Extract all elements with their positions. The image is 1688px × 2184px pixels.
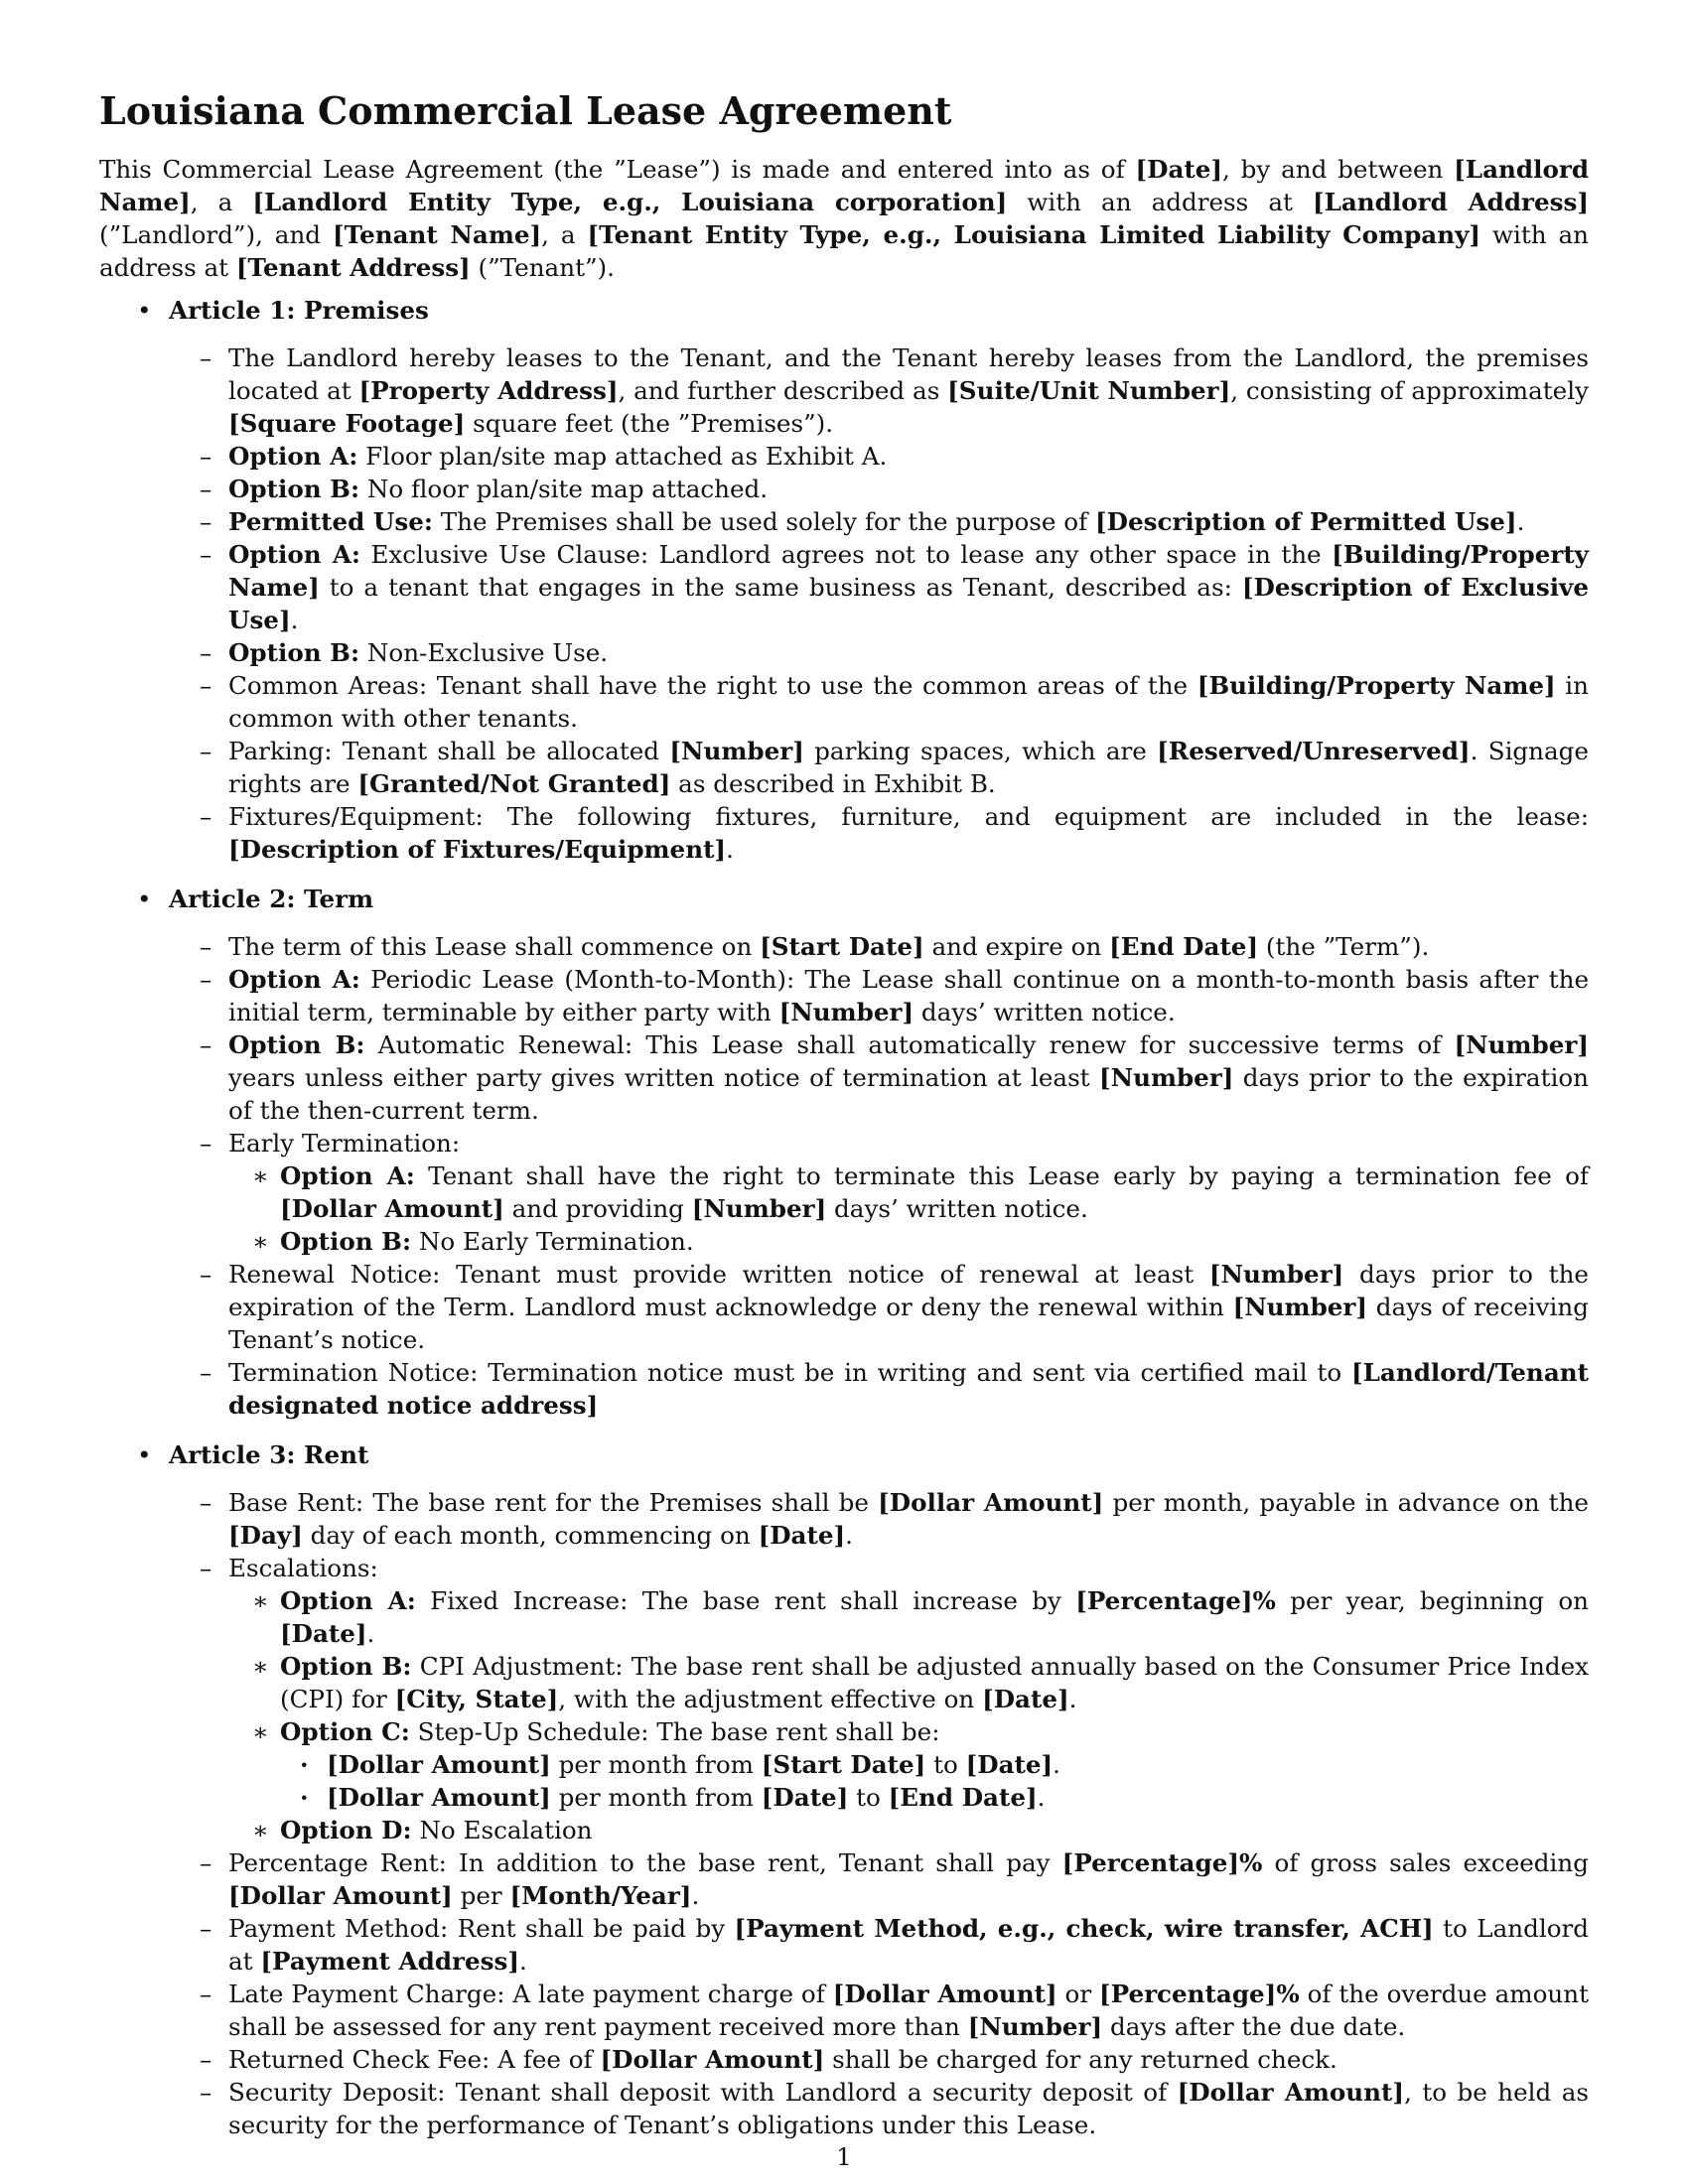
text-run: (”Tenant”). (470, 253, 615, 282)
text-run: days of receiving Tenant’s notice. (228, 1293, 1589, 1354)
placeholder-field: [Dollar Amount] (600, 2045, 825, 2074)
clause-item (169, 1912, 1589, 1978)
clause-item (169, 341, 1589, 440)
article-heading: • Article 1: Premises (169, 296, 429, 325)
text-run: Percentage Rent: In addition to the base rent, Tenant shall pay (228, 1848, 1062, 1877)
clause-item (228, 1584, 1589, 1650)
text-run: Tenant shall have the right to terminate this Lease early by paying a termination fee of (414, 1161, 1589, 1190)
placeholder-field: [Number] (669, 737, 804, 765)
placeholder-field: [End Date] (1109, 932, 1259, 961)
clause-item (280, 1781, 1589, 1814)
placeholder-field: [Number] (1208, 1260, 1344, 1289)
clause-list (169, 341, 1589, 866)
text-run: . (845, 1521, 853, 1550)
text-run: No Escalation (411, 1816, 593, 1844)
placeholder-field: [Description of Permitted Use] (1095, 507, 1517, 536)
text-run: No Early Termination. (411, 1227, 694, 1256)
clause-item (228, 1225, 1589, 1258)
placeholder-field: [Day] (228, 1521, 303, 1550)
text-run: Common Areas: Tenant shall have the right to use the common areas of the (228, 671, 1197, 700)
clause-item (169, 2043, 1589, 2076)
placeholder-field: Option A: (228, 540, 360, 569)
placeholder-field: [Building/Property Name] (1196, 671, 1556, 700)
text-run: . (366, 1619, 375, 1648)
placeholder-field: Option B: (228, 475, 360, 503)
placeholder-field: Option D: (280, 1816, 412, 1844)
clause-item (169, 2076, 1589, 2141)
clause-item (169, 1846, 1589, 1912)
placeholder-field: [Number] (1098, 1063, 1234, 1092)
text-run: to Landlord at (228, 1914, 1590, 1976)
placeholder-field: [Landlord Address] (1312, 188, 1589, 216)
placeholder-field: Option B: (280, 1652, 412, 1681)
text-run: Termination Notice: Termination notice must be in writing and sent via certified mail to (228, 1358, 1351, 1387)
text-run: and expire on (923, 932, 1110, 961)
placeholder-field: Permitted Use: (228, 507, 433, 536)
placeholder-field: [Tenant Address] (235, 253, 471, 282)
text-run: , and further described as (618, 376, 948, 405)
text-run: Returned Check Fee: A fee of (228, 2045, 601, 2074)
article-list (99, 294, 1589, 2141)
placeholder-field: [Date] (280, 1619, 367, 1648)
placeholder-field: [Description of Fixtures/Equipment] (228, 835, 727, 864)
clause-item (169, 1127, 1589, 1258)
text-run: with an address at (99, 220, 1590, 282)
clause-item (169, 669, 1589, 735)
text-run: day of each month, commencing on (302, 1521, 759, 1550)
text-run: square feet (the ”Premises”). (465, 409, 834, 438)
text-run: to (848, 1783, 889, 1812)
text-run: , a (190, 188, 253, 216)
text-run: . (1516, 507, 1525, 536)
placeholder-field: [Tenant Name] (332, 220, 542, 249)
clause-item (169, 538, 1589, 636)
article-section (99, 883, 1589, 1422)
text-run: This Commercial Lease Agreement (the ”Lease”) is made and entered into as of (99, 155, 1136, 184)
text-run: Renewal Notice: Tenant must provide written notice of renewal at least (228, 1260, 1209, 1289)
placeholder-field: [Reserved/Unreserved] (1157, 737, 1471, 765)
text-run: . (726, 835, 734, 864)
text-run: Base Rent: The base rent for the Premises shall be (228, 1488, 879, 1517)
placeholder-field: [Landlord Entity Type, e.g., Louisiana corporation] (252, 188, 1008, 216)
text-run: Fixtures/Equipment: The following fixtures, furniture, and equipment are included in the lease: (228, 802, 1589, 831)
text-run: , a (541, 220, 588, 249)
placeholder-field: [Dollar Amount] (1177, 2078, 1405, 2107)
text-run: Step-Up Schedule: The base rent shall be: (409, 1717, 940, 1746)
placeholder-field: [Date] (758, 1521, 846, 1550)
clause-item (169, 1978, 1589, 2043)
text-run: or (1056, 1979, 1099, 2008)
placeholder-field: [Dollar Amount] (280, 1194, 504, 1223)
placeholder-field: [Number] (1232, 1293, 1368, 1321)
clause-item (169, 735, 1589, 800)
page-number: 1 (836, 2142, 852, 2171)
text-run: , to be held as security for the performance of Tenant’s obligations under this Lease. (228, 2078, 1589, 2139)
text-run: . (1053, 1750, 1060, 1779)
placeholder-field: [Number] (691, 1194, 827, 1223)
clause-list (228, 1160, 1589, 1258)
text-run: (the ”Term”). (1258, 932, 1430, 961)
text-run: per month from (550, 1783, 762, 1812)
placeholder-field: [End Date] (888, 1783, 1038, 1812)
text-run: per (452, 1881, 510, 1910)
clause-item (169, 1258, 1589, 1356)
text-run: days’ written notice. (826, 1194, 1088, 1223)
placeholder-field: Option A: (280, 1161, 415, 1190)
clause-item (228, 1814, 1589, 1846)
text-run: Exclusive Use Clause: Landlord agrees not to lease any other space in the (359, 540, 1333, 569)
placeholder-field: [Dollar Amount] (327, 1750, 551, 1779)
placeholder-field: [Dollar Amount] (832, 1979, 1057, 2008)
text-run: to (925, 1750, 966, 1779)
placeholder-field: [Tenant Entity Type, e.g., Louisiana Limited Liability Company] (587, 220, 1481, 249)
placeholder-field: Option A: (228, 965, 360, 994)
placeholder-field: [Percentage]% (1075, 1586, 1276, 1615)
text-run: as described in Exhibit B. (670, 769, 996, 798)
placeholder-field: Option A: (228, 442, 358, 471)
placeholder-field: [Number] (778, 998, 914, 1026)
placeholder-field: [Date] (1135, 155, 1223, 184)
clause-list (169, 1486, 1589, 2141)
text-run: of the overdue amount shall be assessed for any rent payment received more than (228, 1979, 1589, 2041)
text-run: . (1068, 1685, 1077, 1713)
article-heading: • Article 3: Rent (169, 1440, 369, 1469)
placeholder-field: [Percentage]% (1061, 1848, 1263, 1877)
placeholder-field: Option B: (280, 1227, 412, 1256)
text-run: Parking: Tenant shall be allocated (228, 737, 670, 765)
text-run: (”Landlord”), and (99, 220, 333, 249)
clause-item (228, 1715, 1589, 1814)
text-run: parking spaces, which are (803, 737, 1158, 765)
text-run: per month, payable in advance on the (1103, 1488, 1589, 1517)
clause-list (228, 1584, 1589, 1846)
document-title: Louisiana Commercial Lease Agreement (99, 88, 952, 133)
text-run: , consisting of approximately (1230, 376, 1589, 405)
clause-item (280, 1748, 1589, 1781)
text-run: . Signage rights are (228, 737, 1589, 798)
clause-item (169, 930, 1589, 963)
placeholder-field: Option B: (228, 1030, 365, 1059)
clause-item (169, 440, 1589, 473)
text-run: per month from (550, 1750, 762, 1779)
clause-item (169, 1028, 1589, 1127)
placeholder-field: Option C: (280, 1717, 410, 1746)
placeholder-field: [Landlord/Tenant designated notice address] (228, 1358, 1589, 1420)
text-run: Non-Exclusive Use. (359, 638, 609, 667)
placeholder-field: [Landlord Name] (99, 155, 1590, 216)
document-page (99, 87, 1589, 2158)
clause-item (169, 963, 1589, 1028)
placeholder-field: [Payment Address] (260, 1947, 519, 1976)
placeholder-field: [Date] (982, 1685, 1069, 1713)
placeholder-field: [Dollar Amount] (228, 1881, 453, 1910)
text-run: days after the due date. (1102, 2012, 1406, 2041)
text-run: Fixed Increase: The base rent shall increase by (415, 1586, 1076, 1615)
text-run: years unless either party gives written notice of termination at least (228, 1063, 1099, 1092)
placeholder-field: [Description of Exclusive Use] (228, 573, 1589, 634)
clause-item (169, 800, 1589, 866)
clause-item (169, 1486, 1589, 1552)
text-run: and providing (503, 1194, 692, 1223)
text-run: Floor plan/site map attached as Exhibit A. (357, 442, 888, 471)
text-run: Payment Method: Rent shall be paid by (228, 1914, 735, 1943)
clause-item (169, 473, 1589, 505)
text-run: to a tenant that engages in the same business as Tenant, described as: (319, 573, 1242, 602)
text-run: . (518, 1947, 527, 1976)
placeholder-field: [Percentage]% (1098, 1979, 1300, 2008)
clause-item (228, 1650, 1589, 1715)
placeholder-field: [Dollar Amount] (327, 1783, 551, 1812)
placeholder-field: [Suite/Unit Number] (947, 376, 1231, 405)
text-run: Late Payment Charge: A late payment charge of (228, 1979, 833, 2008)
text-run: Escalations: (228, 1554, 378, 1582)
placeholder-field: [Dollar Amount] (878, 1488, 1104, 1517)
clause-item (169, 1356, 1589, 1422)
text-run: , by and between (1222, 155, 1455, 184)
text-run: days’ written notice. (914, 998, 1176, 1026)
clause-item (169, 505, 1589, 538)
text-run: CPI Adjustment: The base rent shall be adjusted annually based on the Consumer Price Index (CPI) for (280, 1652, 1589, 1713)
text-run: , with the adjustment effective on (558, 1685, 983, 1713)
text-run: The term of this Lease shall commence on (228, 932, 761, 961)
text-run: Periodic Lease (Month-to-Month): The Lease shall continue on a month-to-month basis after the initial term, terminable by either party with (228, 965, 1589, 1026)
article-heading: • Article 2: Term (169, 885, 374, 913)
text-run: per year, beginning on (1275, 1586, 1589, 1615)
text-run: . (691, 1881, 700, 1910)
text-run: of gross sales exceeding (1262, 1848, 1589, 1877)
placeholder-field: [Start Date] (761, 1750, 926, 1779)
clause-item (169, 636, 1589, 669)
placeholder-field: [Start Date] (760, 932, 924, 961)
intro-paragraph (99, 153, 1589, 284)
placeholder-field: [City, State] (394, 1685, 559, 1713)
clause-list (169, 930, 1589, 1422)
text-run: days prior to the expiration of the then-current term. (228, 1063, 1589, 1125)
text-run: Early Termination: (228, 1129, 461, 1158)
placeholder-field: [Square Footage] (228, 409, 466, 438)
text-run: Automatic Renewal: This Lease shall automatically renew for successive terms of (364, 1030, 1455, 1059)
text-run: No floor plan/site map attached. (359, 475, 769, 503)
clause-item (169, 1552, 1589, 1846)
placeholder-field: [Granted/Not Granted] (357, 769, 671, 798)
placeholder-field: [Date] (965, 1750, 1054, 1779)
placeholder-field: [Date] (761, 1783, 849, 1812)
placeholder-field: [Property Address] (358, 376, 619, 405)
placeholder-field: [Month/Year] (509, 1881, 692, 1910)
text-run: . (290, 606, 299, 634)
article-section (99, 294, 1589, 866)
text-run: shall be charged for any returned check. (824, 2045, 1337, 2074)
placeholder-field: [Number] (967, 2012, 1103, 2041)
clause-item (228, 1160, 1589, 1225)
text-run: days prior to the expiration of the Term. Landlord must acknowledge or deny the renewal within (228, 1260, 1589, 1321)
text-run: . (1037, 1783, 1046, 1812)
clause-list (280, 1748, 1589, 1814)
text-run: The Premises shall be used solely for the purpose of (432, 507, 1096, 536)
text-run: with an address at (1007, 188, 1313, 216)
placeholder-field: Option B: (228, 638, 360, 667)
article-section (99, 1438, 1589, 2141)
placeholder-field: Option A: (280, 1586, 416, 1615)
text-run: Security Deposit: Tenant shall deposit with Landlord a security deposit of (228, 2078, 1178, 2107)
text-run: The Landlord hereby leases to the Tenant, and the Tenant hereby leases from the Landlord, the premises located at (228, 343, 1589, 405)
placeholder-field: [Payment Method, e.g., check, wire transfer, ACH] (734, 1914, 1434, 1943)
placeholder-field: [Number] (1454, 1030, 1589, 1059)
placeholder-field: [Building/Property Name] (228, 540, 1589, 602)
text-run: in common with other tenants. (228, 671, 1589, 733)
